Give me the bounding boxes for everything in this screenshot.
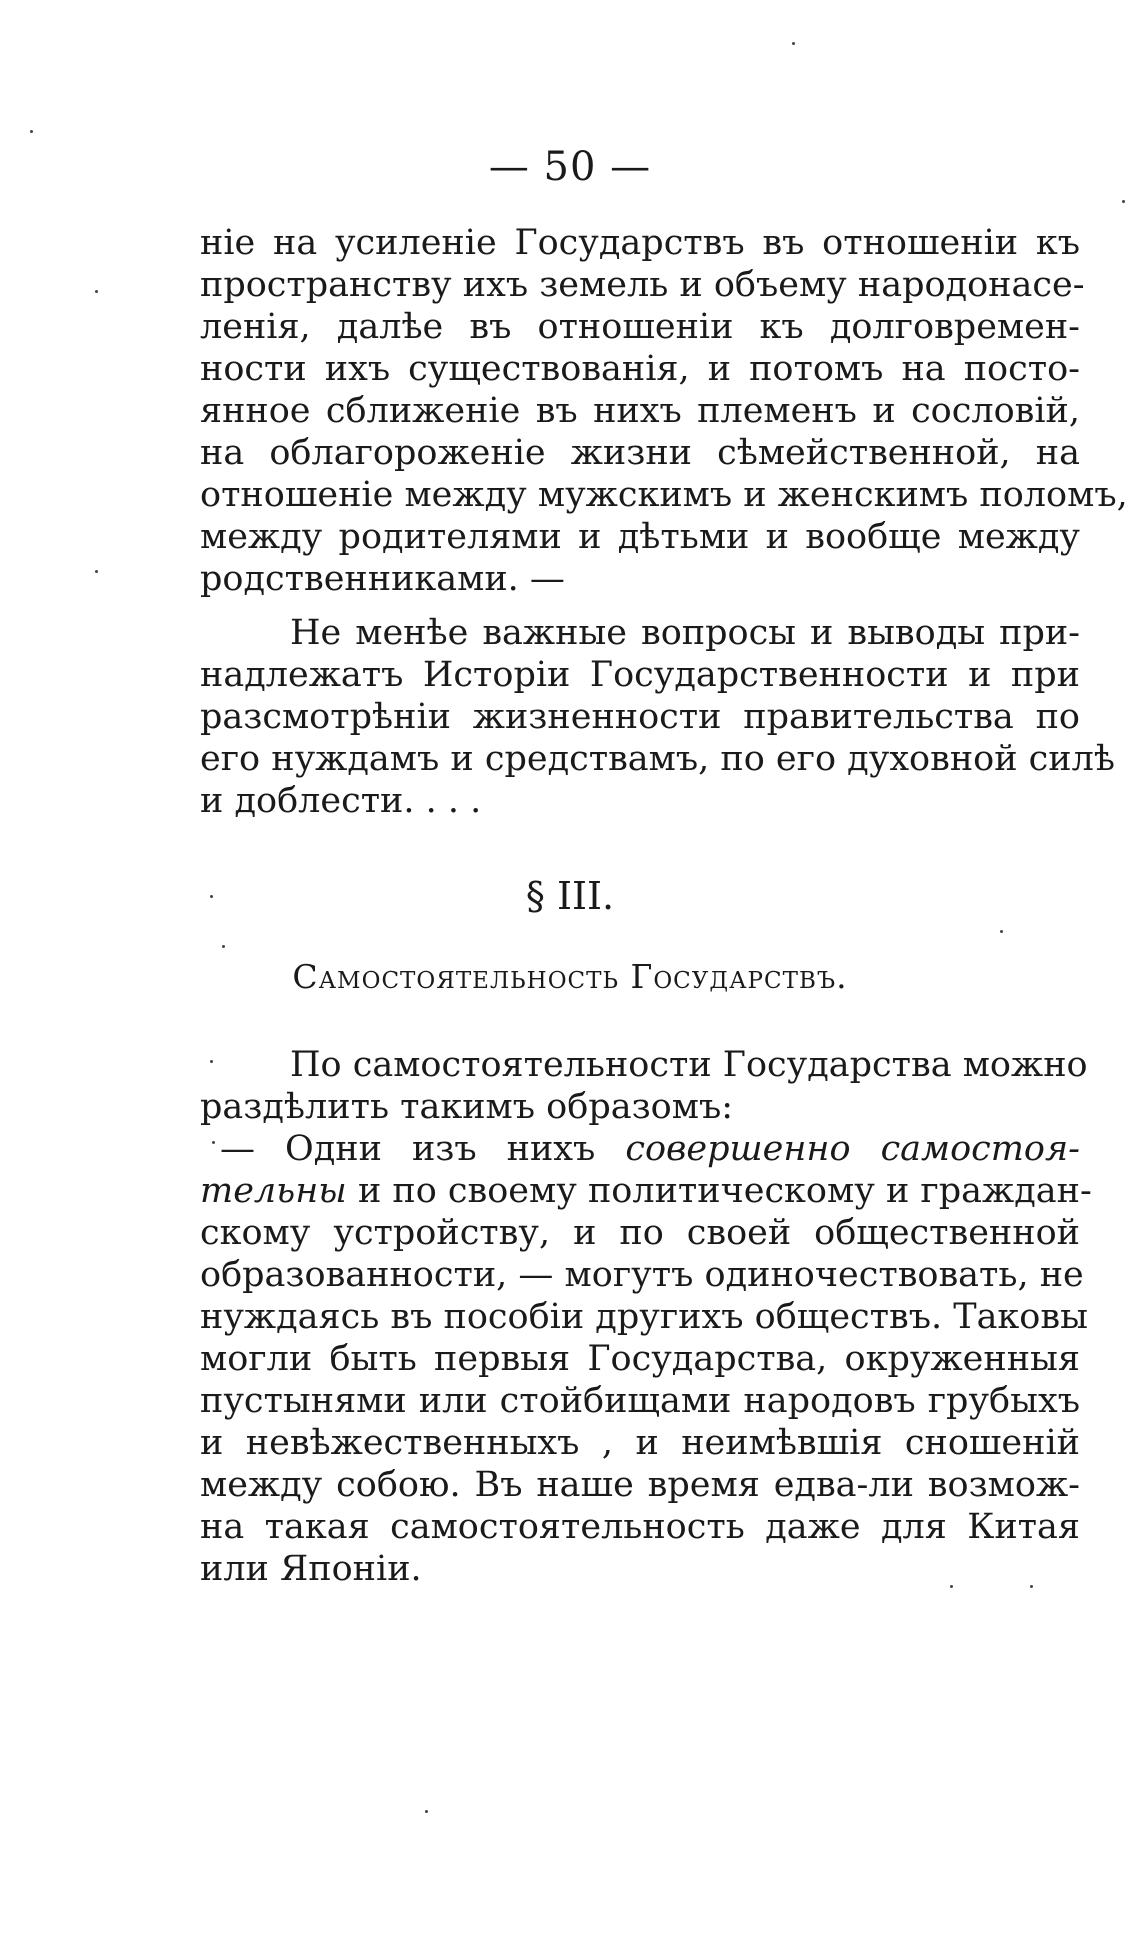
text-run: — Одни изъ нихъ xyxy=(220,1129,626,1169)
text-line: нуждаясь въ пособіи другихъ обществъ. Таковы xyxy=(200,1297,1088,1337)
text-line: между собою. Въ наше время едва-ли возмож- xyxy=(200,1465,1080,1505)
text-line: его нуждамъ и средствамъ, по его духовной силѣ xyxy=(200,739,1115,779)
text-line: ленія, далѣе въ отношеніи къ долговремен- xyxy=(200,307,1080,347)
text-line xyxy=(200,1170,1092,1212)
text-line: образованности, — могутъ одиночествовать, не xyxy=(200,1255,1084,1295)
scan-speck xyxy=(1030,1585,1033,1588)
section-title: Самостоятельность Государствъ. xyxy=(292,957,848,996)
text-line: ности ихъ существованія, и потомъ на посто- xyxy=(200,349,1080,389)
italic-text: тельны xyxy=(200,1171,347,1211)
text-line: надлежатъ Исторіи Государственности и при xyxy=(200,655,1080,695)
scan-speck xyxy=(1122,200,1125,203)
text-line: родственниками. — xyxy=(200,559,565,599)
paragraph-4 xyxy=(200,1128,1092,1590)
text-line: на такая самостоятельность даже для Китая xyxy=(200,1507,1080,1547)
text-line: на облагороженіе жизни сѣмейственной, на xyxy=(200,433,1080,473)
text-run: и по своему политическому и граждан- xyxy=(346,1171,1092,1211)
scan-speck xyxy=(425,1810,428,1813)
text-line: пустынями или стойбищами народовъ грубыхъ xyxy=(200,1381,1080,1421)
text-line: По самостоятельности Государства можно xyxy=(290,1045,1088,1085)
scan-speck xyxy=(95,570,98,573)
text-line: ніе на усиленіе Государствъ въ отношеніи къ xyxy=(200,223,1080,263)
scan-speck xyxy=(792,42,795,45)
text-line: скому устройству, и по своей общественной xyxy=(200,1213,1080,1253)
scan-speck xyxy=(1000,930,1003,933)
paragraph-2 xyxy=(200,612,1115,822)
text-line: между родителями и дѣтьми и вообще между xyxy=(200,517,1080,557)
text-line: отношеніе между мужскимъ и женскимъ поломъ, xyxy=(200,475,1128,515)
text-line: пространству ихъ земель и объему народонасе- xyxy=(200,265,1085,305)
text-line: могли быть первыя Государства, окруженныя xyxy=(200,1339,1080,1379)
section-number: § III. xyxy=(525,874,615,918)
scan-speck xyxy=(222,945,225,948)
page-number: — 50 — xyxy=(488,144,652,190)
text-line: янное сближеніе въ нихъ племенъ и сословій, xyxy=(200,391,1080,431)
text-line: Не менѣе важные вопросы и выводы при- xyxy=(290,613,1080,653)
text-line: и доблести. . . . xyxy=(200,781,482,821)
paragraph-1 xyxy=(200,222,1128,600)
text-line xyxy=(200,1128,1080,1170)
scan-speck xyxy=(30,130,33,133)
paragraph-3 xyxy=(200,1044,1088,1128)
scan-speck xyxy=(95,290,98,293)
italic-text: совершенно самостоя- xyxy=(625,1129,1080,1169)
text-line: раздѣлить такимъ образомъ: xyxy=(200,1087,734,1127)
scan-speck xyxy=(212,1141,215,1144)
scan-speck xyxy=(950,1585,953,1588)
text-line: и невѣжественныхъ , и неимѣвшія сношеній xyxy=(200,1423,1080,1463)
text-line: или Японіи. xyxy=(200,1549,422,1589)
scan-speck xyxy=(210,895,213,898)
scan-speck xyxy=(210,1060,213,1063)
text-line: разсмотрѣніи жизненности правительства по xyxy=(200,697,1080,737)
